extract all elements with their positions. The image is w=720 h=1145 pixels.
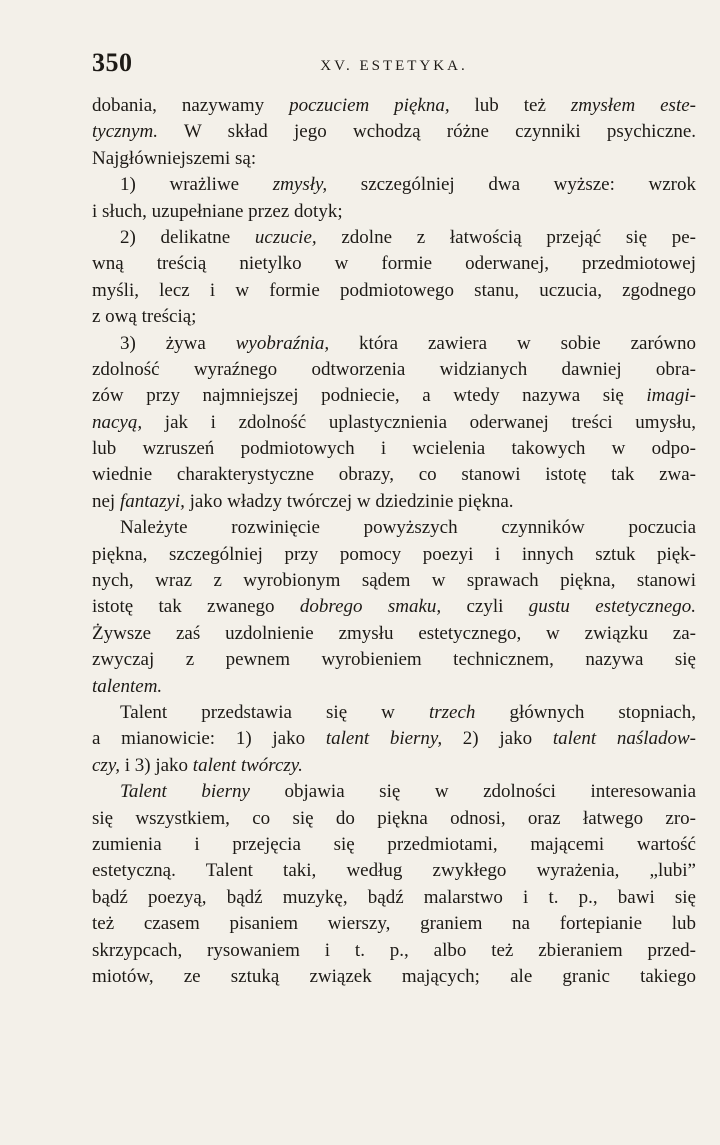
text-line: bądź poezyą, bądź muzykę, bądź malarstwo i t. p., bawi się bbox=[92, 886, 696, 908]
text-line: estetyczną. Talent taki, według zwykłego wyrażenia, „lubi” bbox=[92, 860, 696, 882]
text-line: 1) wrażliwe zmysły, szczególniej dwa wyższe: wzrok bbox=[120, 174, 696, 196]
text-line: wiednie charakterystyczne obrazy, co stanowi istotę tak zwa- bbox=[92, 464, 696, 486]
text-line: myśli, lecz i w formie podmiotowego stanu, uczucia, zgodnego bbox=[92, 279, 696, 301]
text-line: Należyte rozwinięcie powyższych czynników poczucia bbox=[120, 517, 696, 539]
running-head: XV. ESTETYKA. bbox=[320, 58, 468, 74]
text-line: z ową treścią; bbox=[92, 306, 197, 328]
text-line: lub wzruszeń podmiotowych i wcielenia takowych w odpo- bbox=[92, 438, 696, 460]
text-line: Najgłówniejszemi są: bbox=[92, 147, 257, 169]
text-line: nych, wraz z wyrobionym sądem w sprawach piękna, stanowi bbox=[92, 570, 696, 592]
text-line: zów przy najmniejszej podniecie, a wtedy nazywa się imagi- bbox=[92, 385, 696, 407]
text-line: talentem. bbox=[92, 675, 163, 697]
text-line: a mianowicie: 1) jako talent bierny, 2) jako talent naśladow- bbox=[92, 728, 697, 750]
page-header bbox=[92, 48, 696, 88]
text-line: i słuch, uzupełniane przez dotyk; bbox=[92, 200, 343, 222]
text-line: tycznym. W skład jego wchodzą różne czynniki psychiczne. bbox=[92, 121, 696, 143]
text-line: Talent bierny objawia się w zdolności interesowania bbox=[120, 781, 696, 803]
text-line: istotę tak zwanego dobrego smaku, czyli gustu estetycznego. bbox=[92, 596, 696, 618]
text-line: 2) delikatne uczucie, zdolne z łatwością przejąć się pe- bbox=[120, 226, 696, 248]
text-line: miotów, ze sztuką związek mających; ale granic takiego bbox=[92, 965, 696, 987]
text-line: nej fantazyi, jako władzy twórczej w dziedzinie piękna. bbox=[92, 490, 514, 512]
text-line: też czasem pisaniem wierszy, graniem na fortepianie lub bbox=[92, 913, 696, 935]
text-line: czy, i 3) jako talent twórczy. bbox=[92, 754, 303, 776]
text-line: 3) żywa wyobraźnia, która zawiera w sobie zarówno bbox=[120, 332, 696, 354]
text-line: Żywsze zaś uzdolnienie zmysłu estetycznego, w związku za- bbox=[92, 622, 696, 644]
text-line: się wszystkiem, co się do piękna odnosi, oraz łatwego zro- bbox=[92, 807, 696, 829]
page-number: 350 bbox=[92, 48, 133, 77]
text-line: Talent przedstawia się w trzech głównych stopniach, bbox=[120, 701, 696, 723]
body-text bbox=[92, 93, 696, 990]
text-line: zdolność wyraźnego odtworzenia widzianych dawniej obra- bbox=[92, 358, 696, 380]
text-line: wną treścią nietylko w formie oderwanej, przedmiotowej bbox=[92, 253, 696, 275]
text-line: zumienia i przejęcia się przedmiotami, mającemi wartość bbox=[92, 833, 696, 855]
text-line: piękna, szczególniej przy pomocy poezyi i innych sztuk pięk- bbox=[92, 543, 696, 565]
text-line: zwyczaj z pewnem wyrobieniem technicznem, nazywa się bbox=[92, 649, 696, 671]
text-line: dobania, nazywamy poczuciem piękna, lub też zmysłem este- bbox=[92, 95, 696, 116]
text-line: nacyą, jak i zdolność uplastycznienia oderwanej treści umysłu, bbox=[92, 411, 696, 433]
text-line: skrzypcach, rysowaniem i t. p., albo też zbieraniem przed- bbox=[92, 939, 696, 961]
